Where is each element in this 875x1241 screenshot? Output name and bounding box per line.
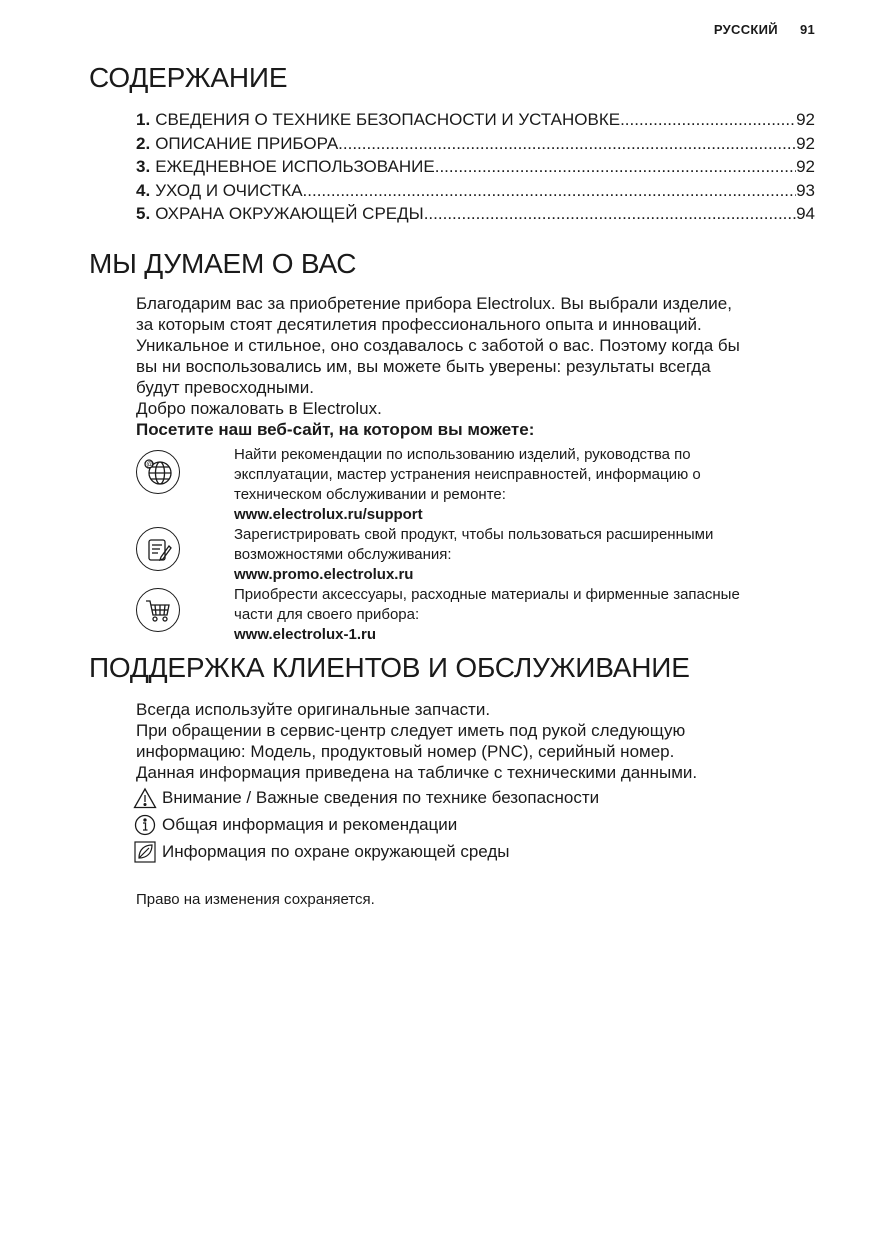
page-number: 91: [799, 22, 815, 37]
legend-info: Общая информация и рекомендации: [133, 814, 457, 836]
toc-item-label: СВЕДЕНИЯ О ТЕХНИКЕ БЕЗОПАСНОСТИ И УСТАНОВКЕ: [155, 110, 621, 129]
warning-icon: [133, 787, 157, 809]
toc-item-page: 93: [796, 180, 815, 200]
support-paragraph: Всегда используйте оригинальные запчасти. При обращении в сервис-центр следует иметь под рукой следующую информацию: Модель, продуктовый номер (PNC), серийный номер. Данная информация приведена на табличке с техническими данными.: [136, 700, 698, 782]
link-card-register: Зарегистрировать свой продукт, чтобы пользоваться расширенными возможностями обслуживания: www.promo.electrolux.ru: [234, 525, 814, 585]
toc-item-label: УХОД И ОЧИСТКА: [155, 180, 303, 200]
toc-item-page: 94: [796, 204, 815, 223]
globe-icon: [136, 450, 180, 494]
toc-title: СОДЕРЖАНИЕ: [89, 62, 288, 93]
info-icon: [133, 814, 157, 836]
legend-environment: Информация по охране окружающей среды: [133, 841, 510, 863]
shop-link[interactable]: www.electrolux-1.ru: [234, 626, 376, 643]
toc-item[interactable]: 5. ОХРАНА ОКРУЖАЮЩЕЙ СРЕДЫ ..... 94: [136, 204, 815, 228]
svg-text:@: @: [146, 461, 154, 469]
leaf-icon: [133, 841, 157, 863]
footnote: Право на изменения сохраняется.: [136, 891, 375, 908]
support-title: ПОДДЕРЖКА КЛИЕНТОВ И ОБСЛУЖИВАНИЕ: [89, 652, 690, 683]
toc-item[interactable]: 4. УХОД И ОЧИСТКА ..... 93: [136, 181, 815, 205]
page-header: [714, 22, 815, 37]
register-icon: [136, 527, 180, 571]
link-card-support: Найти рекомендации по использованию изделий, руководства по эксплуатации, мастер устранения неисправностей, информацию о техническом обслуживании и ремонте: www.electrolux.ru/support: [234, 445, 814, 525]
table-of-contents: [136, 110, 815, 228]
welcome-text: Добро пожаловать в Electrolux.: [136, 399, 382, 418]
legend-warning: Внимание / Важные сведения по технике безопасности: [133, 787, 599, 809]
toc-item-label: ОХРАНА ОКРУЖАЮЩЕЙ СРЕДЫ: [155, 204, 424, 223]
toc-item-page: 92: [796, 110, 815, 129]
toc-item[interactable]: 1. СВЕДЕНИЯ О ТЕХНИКЕ БЕЗОПАСНОСТИ И УСТАНОВКЕ ..... 92: [136, 110, 815, 134]
link-card-shop: Приобрести аксессуары, расходные материалы и фирменные запасные части для своего прибора: www.electrolux-1.ru: [234, 585, 814, 645]
register-link[interactable]: www.promo.electrolux.ru: [234, 566, 414, 583]
toc-item[interactable]: 3. ЕЖЕДНЕВНОЕ ИСПОЛЬЗОВАНИЕ ..... 92: [136, 157, 815, 181]
toc-item[interactable]: 2. ОПИСАНИЕ ПРИБОРА ..... 92: [136, 134, 815, 158]
support-link[interactable]: www.electrolux.ru/support: [234, 506, 423, 523]
toc-item-label: ОПИСАНИЕ ПРИБОРА: [155, 133, 339, 153]
visit-heading: Посетите наш веб-сайт, на котором вы можете:: [136, 420, 535, 439]
toc-item-page: 92: [796, 157, 815, 176]
about-title: МЫ ДУМАЕМ О ВАС: [89, 248, 357, 279]
about-paragraph: Благодарим вас за приобретение прибора Electrolux. Вы выбрали изделие, за которым стоят десятилетия профессионального опыта и инноваций. Уникальное и стильное, оно создавалось с заботой о вас. Поэтому когда бы вы ни воспользовались им, вы можете быть уверены: результаты всегда будут превосходными. Добро пожаловать в Electrolux. Посетите наш веб-сайт, на котором вы можете:: [136, 293, 826, 440]
toc-item-page: 92: [796, 133, 815, 153]
toc-item-label: ЕЖЕДНЕВНОЕ ИСПОЛЬЗОВАНИЕ: [155, 157, 435, 176]
language-label: РУССКИЙ: [713, 22, 778, 37]
shopping-cart-icon: [136, 588, 180, 632]
